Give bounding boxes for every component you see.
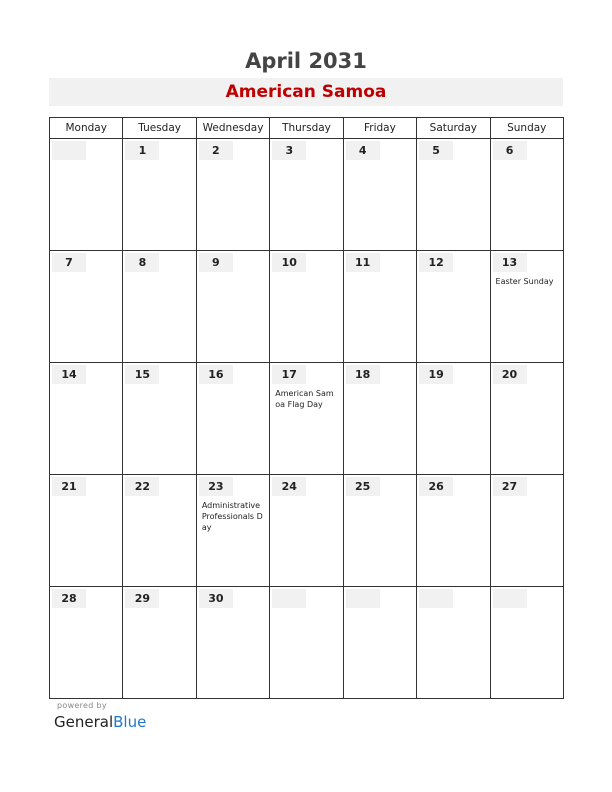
day-number: 6 — [493, 141, 527, 160]
weekday-header: Friday — [343, 118, 416, 139]
day-number — [493, 589, 527, 608]
holiday-event: Administrative Professionals Day — [201, 501, 263, 532]
day-number: 23 — [199, 477, 233, 496]
calendar-day-cell — [196, 251, 269, 363]
calendar-day-cell — [196, 475, 269, 587]
calendar-day-cell — [50, 139, 123, 251]
calendar-day-cell — [270, 587, 343, 699]
calendar-day-cell — [490, 139, 563, 251]
weekday-header: Wednesday — [196, 118, 269, 139]
calendar-week-row — [50, 587, 564, 699]
day-number: 4 — [346, 141, 380, 160]
day-number: 29 — [125, 589, 159, 608]
calendar-day-cell — [123, 587, 196, 699]
day-number: 20 — [493, 365, 527, 384]
calendar-day-cell — [417, 587, 490, 699]
calendar-day-cell — [50, 363, 123, 475]
day-number: 18 — [346, 365, 380, 384]
calendar-day-cell — [123, 251, 196, 363]
calendar-day-cell — [417, 139, 490, 251]
day-number: 1 — [125, 141, 159, 160]
calendar-day-cell — [50, 475, 123, 587]
region-banner: American Samoa — [49, 78, 563, 106]
day-number — [419, 589, 453, 608]
calendar-day-cell — [490, 475, 563, 587]
calendar-day-cell — [123, 139, 196, 251]
calendar-day-cell — [270, 363, 343, 475]
day-number — [52, 141, 86, 160]
calendar-day-cell — [417, 251, 490, 363]
day-number: 14 — [52, 365, 86, 384]
weekday-header: Thursday — [270, 118, 343, 139]
day-number: 28 — [52, 589, 86, 608]
calendar-day-cell — [343, 139, 416, 251]
day-number: 22 — [125, 477, 159, 496]
day-number: 17 — [272, 365, 306, 384]
calendar-day-cell — [196, 363, 269, 475]
day-number: 25 — [346, 477, 380, 496]
calendar-day-cell — [50, 587, 123, 699]
day-number: 24 — [272, 477, 306, 496]
day-number: 5 — [419, 141, 453, 160]
calendar-day-cell — [343, 587, 416, 699]
day-number: 10 — [272, 253, 306, 272]
calendar-day-cell — [196, 587, 269, 699]
calendar-day-cell — [270, 475, 343, 587]
day-number — [272, 589, 306, 608]
day-number: 21 — [52, 477, 86, 496]
day-number: 11 — [346, 253, 380, 272]
day-number: 16 — [199, 365, 233, 384]
calendar-day-cell — [490, 363, 563, 475]
calendar-day-cell — [490, 251, 563, 363]
calendar-day-cell — [343, 251, 416, 363]
day-number: 3 — [272, 141, 306, 160]
brand-name-general: General — [54, 713, 114, 731]
weekday-header: Sunday — [490, 118, 563, 139]
day-number: 7 — [52, 253, 86, 272]
calendar-day-cell — [343, 475, 416, 587]
weekday-header: Monday — [50, 118, 123, 139]
day-number: 12 — [419, 253, 453, 272]
calendar-day-cell — [417, 475, 490, 587]
calendar-week-row — [50, 139, 564, 251]
calendar-day-cell — [270, 139, 343, 251]
day-number: 2 — [199, 141, 233, 160]
calendar-day-cell — [490, 587, 563, 699]
day-number — [346, 589, 380, 608]
calendar-day-cell — [50, 251, 123, 363]
weekday-header-row — [50, 118, 564, 139]
holiday-event: Easter Sunday — [495, 277, 554, 286]
day-number: 8 — [125, 253, 159, 272]
day-number: 9 — [199, 253, 233, 272]
page-title: April 2031 — [245, 49, 367, 73]
calendar-day-cell — [343, 363, 416, 475]
day-number: 30 — [199, 589, 233, 608]
calendar-day-cell — [417, 363, 490, 475]
day-number: 19 — [419, 365, 453, 384]
calendar-week-row — [50, 475, 564, 587]
calendar-day-cell — [123, 475, 196, 587]
brand-name-blue: Blue — [113, 713, 147, 731]
day-number: 13 — [493, 253, 527, 272]
calendar-day-cell — [196, 139, 269, 251]
powered-by-text: powered by — [57, 701, 107, 710]
generalblue-logo[interactable] — [54, 712, 146, 732]
calendar-week-row — [50, 363, 564, 475]
day-number: 27 — [493, 477, 527, 496]
holiday-event: American Samoa Flag Day — [275, 389, 334, 409]
weekday-header: Saturday — [417, 118, 490, 139]
weekday-header: Tuesday — [123, 118, 196, 139]
calendar-day-cell — [270, 251, 343, 363]
calendar-grid — [49, 117, 564, 699]
calendar-week-row — [50, 251, 564, 363]
calendar-day-cell — [123, 363, 196, 475]
day-number: 26 — [419, 477, 453, 496]
day-number: 15 — [125, 365, 159, 384]
